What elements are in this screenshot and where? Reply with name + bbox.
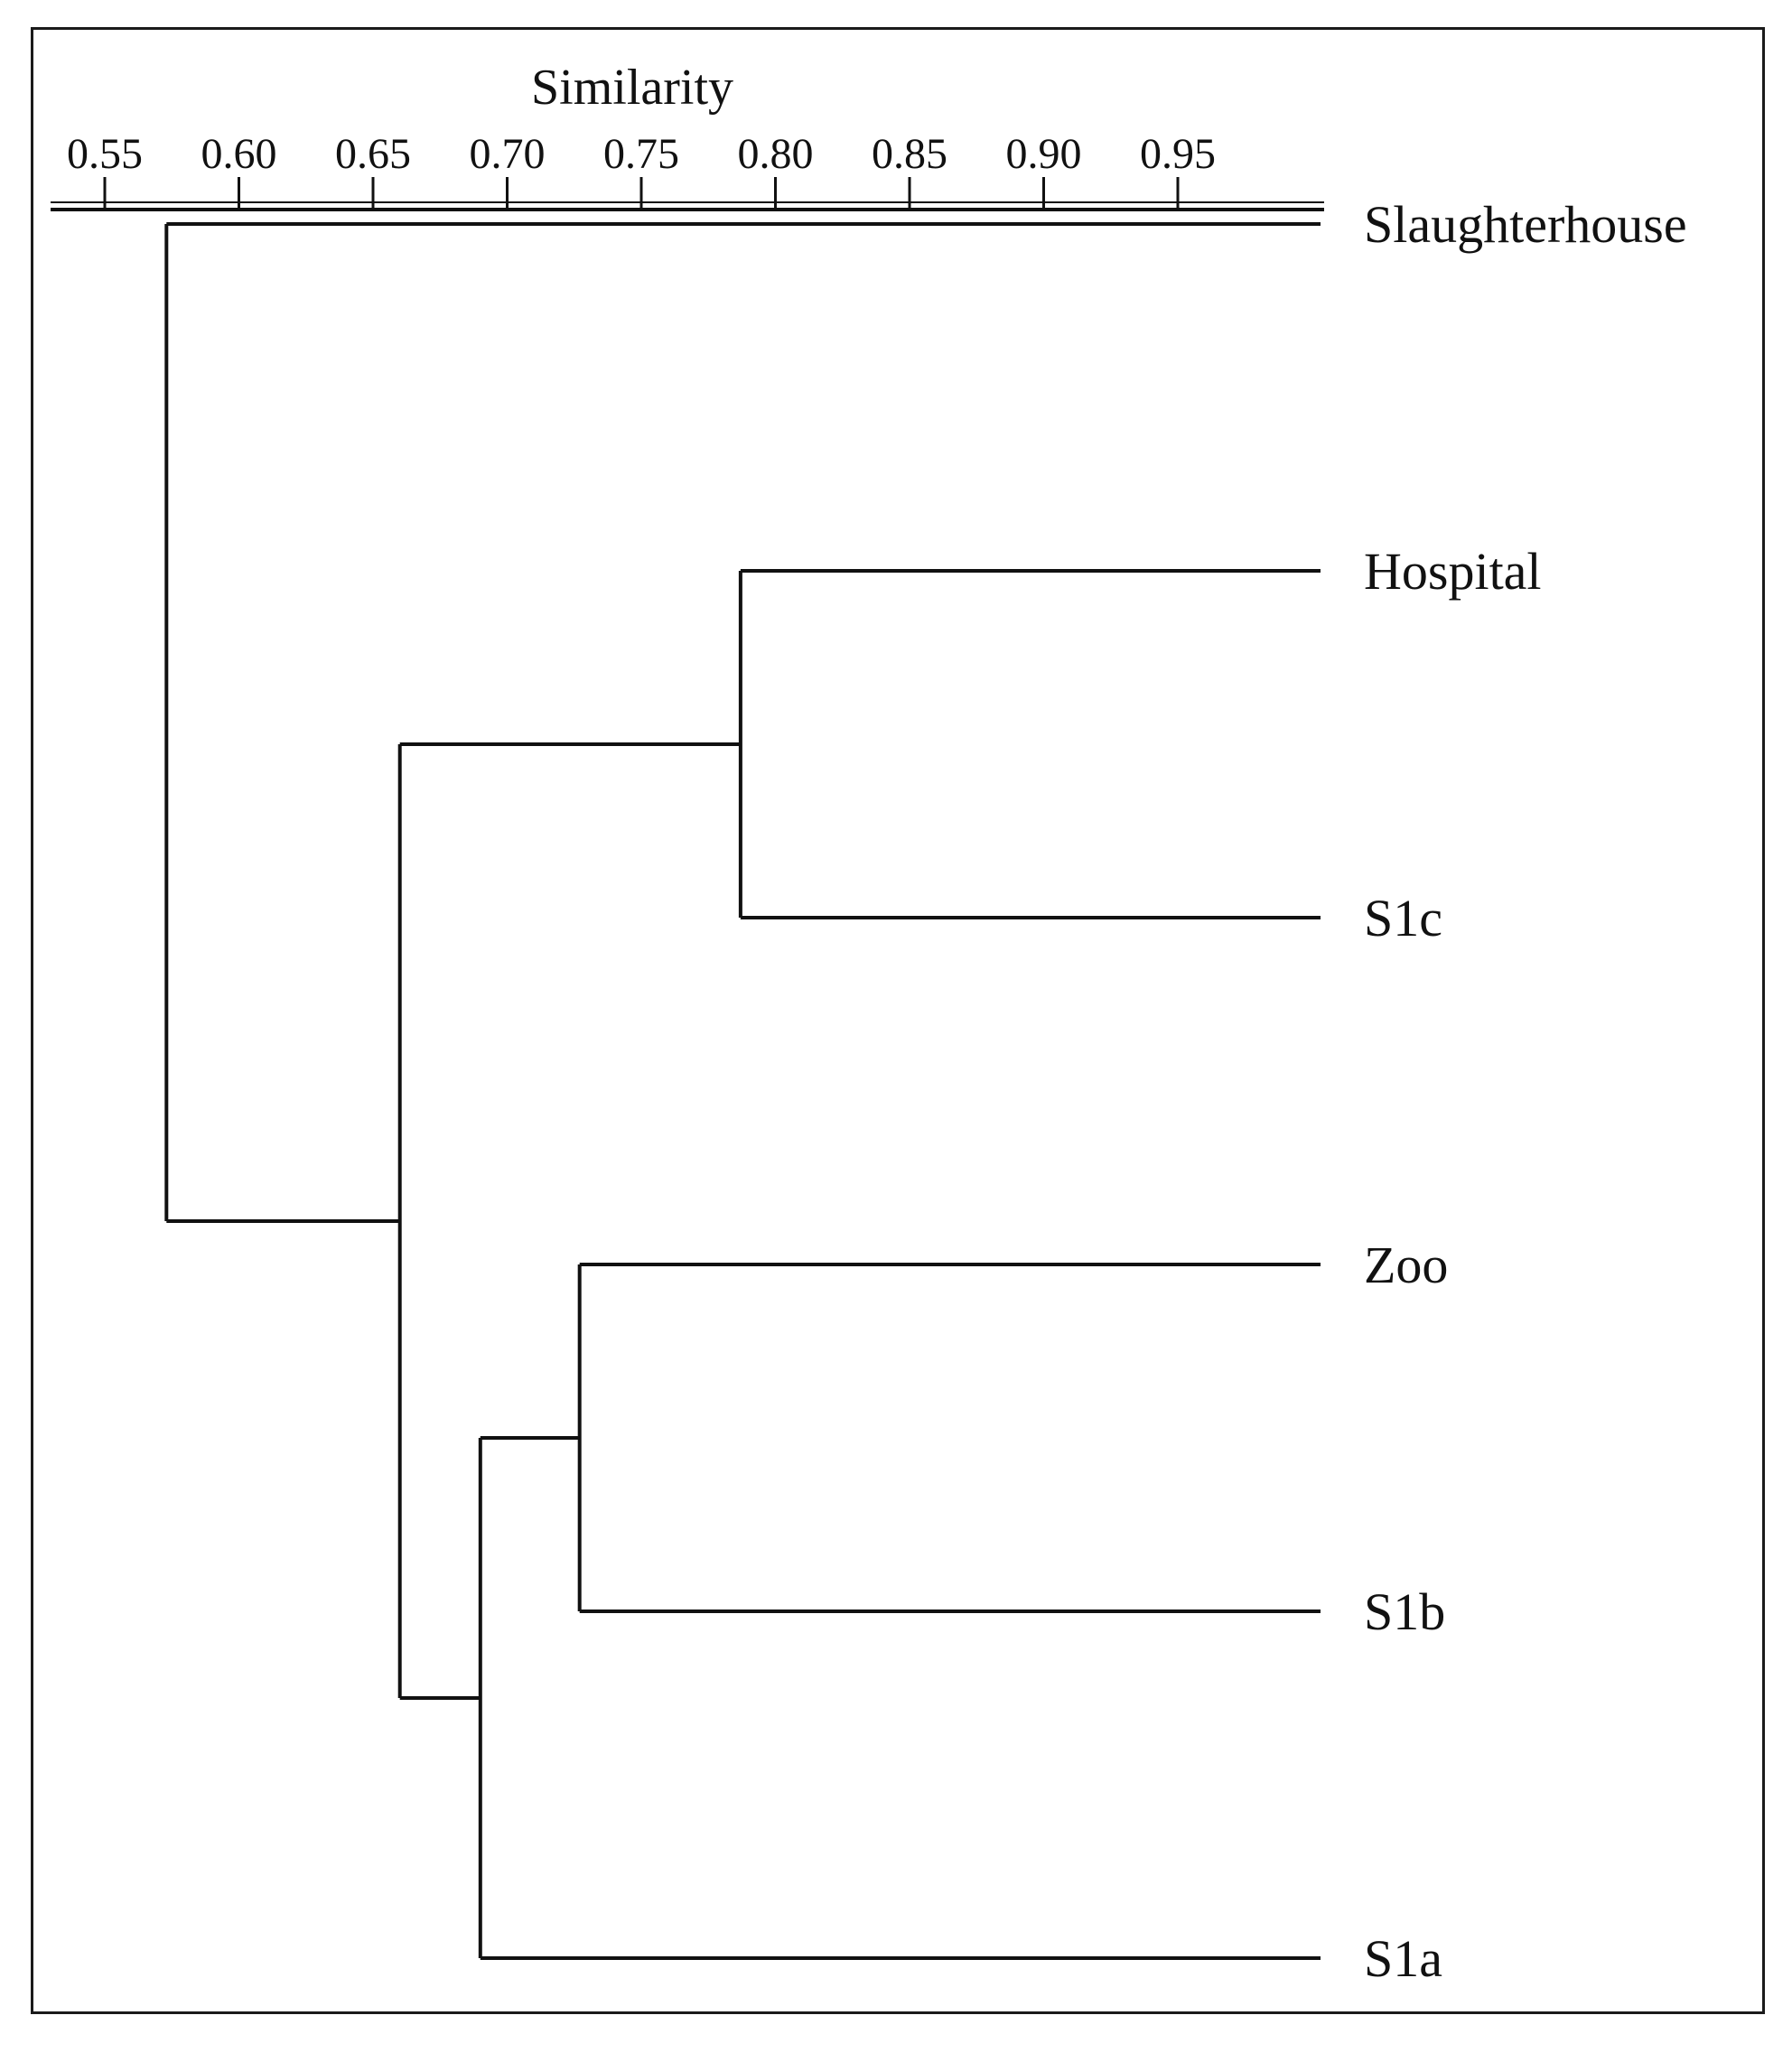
tick-label: 0.65: [335, 130, 411, 178]
leaf-label: Hospital: [1364, 542, 1542, 601]
leaf-label: S1c: [1364, 889, 1442, 947]
leaf-labels: [1364, 195, 1687, 1988]
leaf-label: Slaughterhouse: [1364, 195, 1687, 254]
leaf-label: S1b: [1364, 1582, 1446, 1641]
tick-label: 0.85: [872, 130, 947, 178]
tick-label: 0.55: [67, 130, 143, 178]
tick-label: 0.80: [737, 130, 814, 178]
leaf-label: S1a: [1364, 1929, 1442, 1988]
dendrogram-branches: [166, 224, 1321, 1958]
tick-label: 0.75: [603, 130, 679, 178]
axis-title: Similarity: [531, 60, 733, 116]
axis-ticks: [67, 130, 1216, 210]
tick-label: 0.70: [469, 130, 546, 178]
tick-label: 0.90: [1005, 130, 1082, 178]
leaf-label: Zoo: [1364, 1236, 1449, 1294]
tick-label: 0.60: [201, 130, 277, 178]
tick-label: 0.95: [1140, 130, 1216, 178]
